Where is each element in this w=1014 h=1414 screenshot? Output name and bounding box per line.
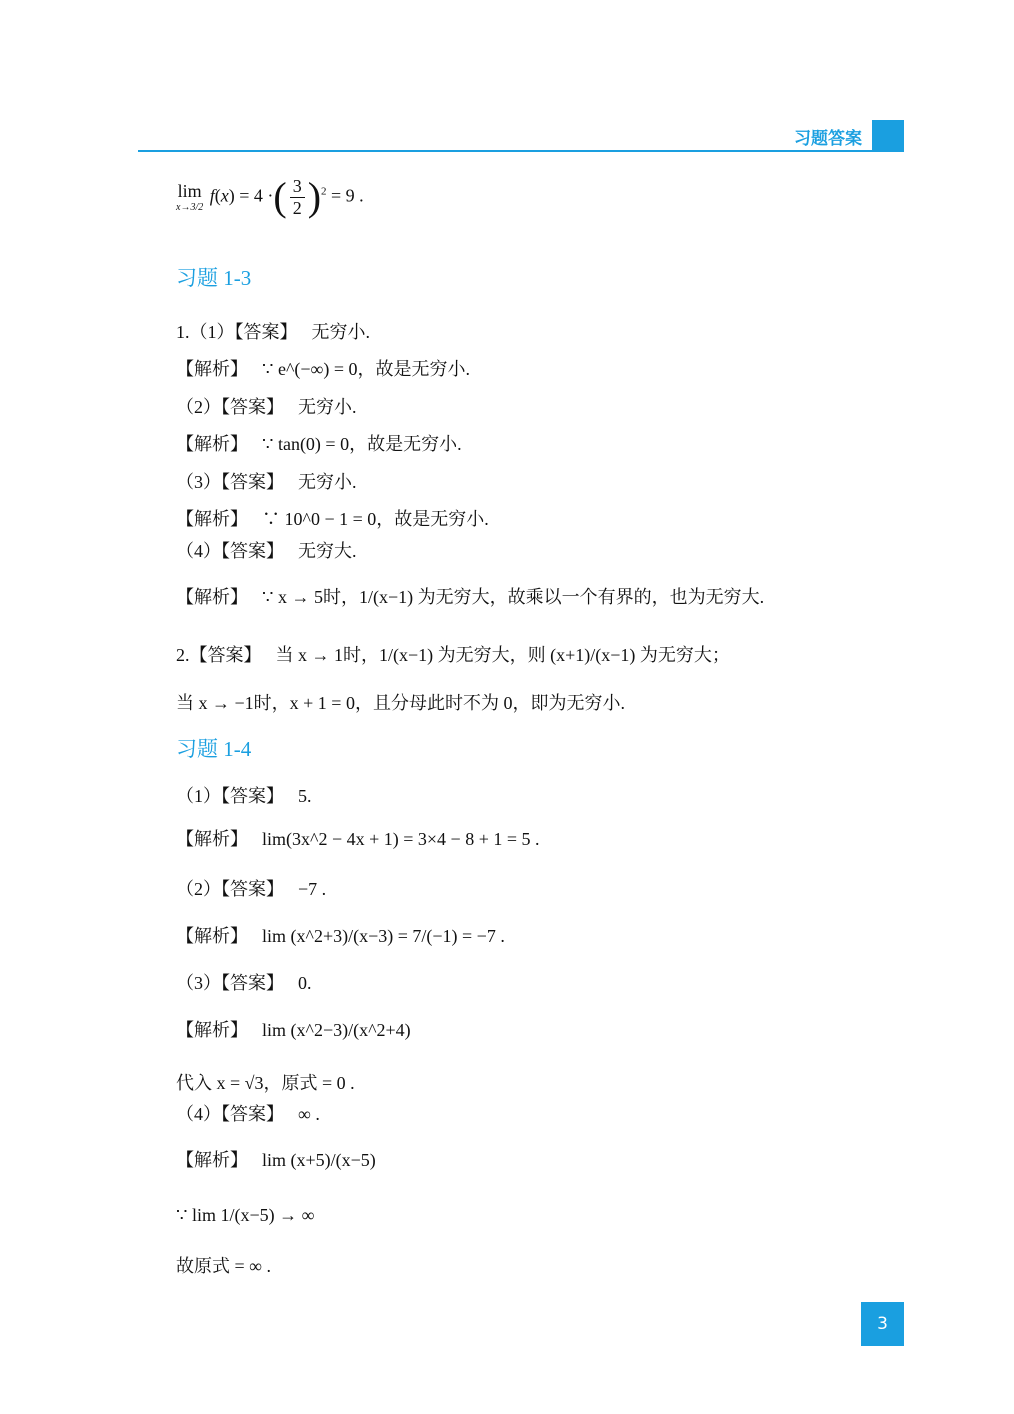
header-tab-block bbox=[872, 120, 904, 152]
section-title-1-4: 习题 1-4 bbox=[176, 737, 252, 761]
answer-text: 无穷小. bbox=[311, 322, 370, 342]
question-number: （3） bbox=[176, 472, 221, 492]
analysis-label: 【解析】 bbox=[176, 926, 248, 946]
answer-text: −7 . bbox=[298, 879, 327, 899]
analysis-label: 【解析】 bbox=[176, 1150, 248, 1170]
s13-q1-3-answer-row bbox=[176, 468, 357, 494]
answer-text: 无穷小. bbox=[298, 472, 357, 492]
s14-q2-answer-row bbox=[176, 875, 326, 901]
question-number: 1.（1） bbox=[176, 322, 235, 342]
analysis-text: lim(3x^2 − 4x + 1) = 3×4 − 8 + 1 = 5 . bbox=[262, 829, 540, 849]
analysis-label: 【解析】 bbox=[176, 359, 248, 379]
answer-label: 【答案】 bbox=[234, 322, 298, 342]
analysis-text: ∵ x → 5时，1/(x−1) 为无穷大，故乘以一个有界的，也为无穷大. bbox=[262, 587, 765, 607]
answer-text: 当 x → 1时，1/(x−1) 为无穷大，则 (x+1)/(x−1) 为无穷大； bbox=[275, 645, 730, 665]
analysis-label: 【解析】 bbox=[176, 1020, 248, 1040]
header-rule bbox=[138, 150, 904, 152]
analysis-label: 【解析】 bbox=[176, 509, 248, 529]
question-number: 2. bbox=[176, 645, 190, 665]
header-title: 习题答案 bbox=[794, 129, 862, 149]
answer-text: ∞ . bbox=[298, 1104, 320, 1124]
question-number: （2） bbox=[176, 879, 221, 899]
s13-q1-4-answer-row bbox=[176, 537, 357, 563]
analysis-label: 【解析】 bbox=[176, 587, 248, 607]
answer-label: 【答案】 bbox=[221, 1104, 284, 1124]
question-number: （4） bbox=[176, 1104, 221, 1124]
answer-label: 【答案】 bbox=[221, 397, 284, 417]
answer-label: 【答案】 bbox=[221, 879, 284, 899]
answer-text: 5. bbox=[298, 786, 312, 806]
analysis-label: 【解析】 bbox=[176, 829, 248, 849]
s13-q1-1-answer-row bbox=[176, 318, 370, 344]
analysis-text: lim (x+5)/(x−5) bbox=[262, 1150, 376, 1170]
answer-label: 【答案】 bbox=[221, 786, 284, 806]
question-number: （1） bbox=[176, 786, 221, 806]
s14-q3-line2: 代入 x = √3，原式 = 0 . bbox=[176, 1073, 355, 1093]
page-number: 3 bbox=[861, 1302, 904, 1346]
answer-label: 【答案】 bbox=[221, 541, 284, 561]
s14-q3-analysis-row bbox=[176, 1016, 411, 1042]
analysis-label: 【解析】 bbox=[176, 434, 248, 454]
s14-q4-line3: 故原式 = ∞ . bbox=[176, 1256, 271, 1276]
s13-q1-4-analysis-row bbox=[176, 583, 764, 609]
analysis-text: ∵ e^(−∞) = 0，故是无穷小. bbox=[262, 359, 471, 379]
intro-equation: lim x→3/2 f(x) = 4 ·( $\frac{3}{2}$ )$^2$ = 9 . bbox=[176, 174, 364, 220]
s14-q1-analysis-row bbox=[176, 825, 540, 851]
s14-q4-line2: ∵ lim 1/(x−5) → ∞ bbox=[176, 1205, 315, 1225]
answer-label: 【答案】 bbox=[221, 472, 284, 492]
s13-q2-line2: 当 x → −1时，x + 1 = 0，且分母此时不为 0，即为无穷小. bbox=[176, 693, 625, 713]
answer-text: 0. bbox=[298, 973, 312, 993]
s14-q2-analysis-row bbox=[176, 922, 505, 948]
s14-q1-answer-row bbox=[176, 782, 312, 808]
s13-q1-2-analysis-row bbox=[176, 430, 462, 456]
answer-text: 无穷大. bbox=[298, 541, 357, 561]
s13-q1-1-analysis-row bbox=[176, 355, 470, 381]
question-number: （4） bbox=[176, 541, 221, 561]
answer-text: 无穷小. bbox=[298, 397, 357, 417]
analysis-text: lim (x^2−3)/(x^2+4) bbox=[262, 1020, 411, 1040]
question-number: （2） bbox=[176, 397, 221, 417]
s14-q3-answer-row bbox=[176, 969, 312, 995]
analysis-text: lim (x^2+3)/(x−3) = 7/(−1) = −7 . bbox=[262, 926, 505, 946]
s13-q1-2-answer-row bbox=[176, 393, 357, 419]
s13-q1-3-analysis-row bbox=[176, 505, 489, 531]
analysis-text: ∵ tan(0) = 0，故是无穷小. bbox=[262, 434, 462, 454]
answer-label: 【答案】 bbox=[221, 973, 284, 993]
analysis-text: ∵ 10^0 − 1 = 0，故是无穷小. bbox=[262, 509, 489, 529]
question-number: （3） bbox=[176, 973, 221, 993]
answer-label: 【答案】 bbox=[189, 645, 262, 665]
s13-q2-answer-row bbox=[176, 641, 730, 667]
s14-q4-analysis-row bbox=[176, 1146, 376, 1172]
section-title-1-3: 习题 1-3 bbox=[176, 266, 252, 290]
s14-q4-answer-row bbox=[176, 1100, 320, 1126]
